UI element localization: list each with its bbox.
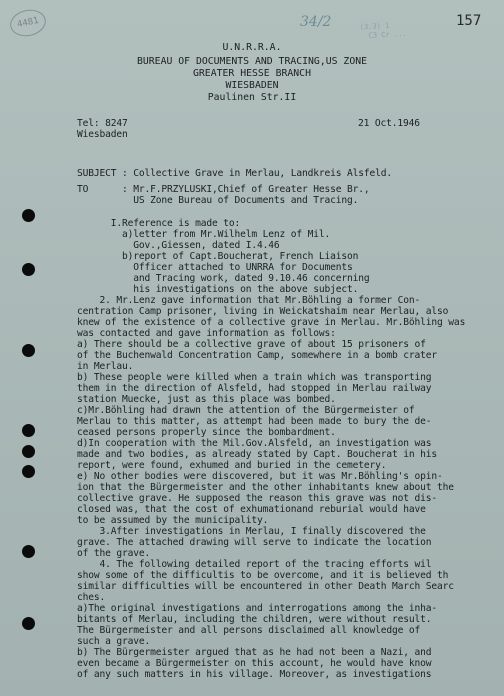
text-line: Merlau to this matter, as attempt had been made to bury the de-	[77, 416, 432, 427]
text-line: 2. Mr.Lenz gave information that Mr.Böhling a former Con-	[77, 295, 421, 306]
text-line: was contacted and gave information as follows:	[77, 328, 336, 339]
letterhead-bureau: BUREAU OF DOCUMENTS AND TRACING,US ZONE	[136, 56, 368, 67]
pencil-reference: 34/2	[300, 14, 332, 30]
punch-hole	[22, 209, 35, 222]
text-line: a)The original investigations and interrogations among the inha-	[77, 603, 438, 614]
letterhead-city: WIESBADEN	[225, 80, 279, 91]
text-line: d)In cooperation with the Mil.Gov.Alsfeld, an investigation was	[77, 438, 432, 449]
text-line: station Muecke, just as this place was bombed.	[77, 394, 336, 405]
punch-hole	[22, 445, 35, 458]
text-line: ches.	[77, 592, 106, 603]
text-line: bitants of Merlau, including the children, were without result.	[77, 614, 432, 625]
text-line: of the grave.	[77, 548, 151, 559]
telephone-city: Wiesbaden	[77, 129, 128, 140]
text-line: 3.After investigations in Merlau, I finally discovered the	[77, 526, 426, 537]
text-line: show some of the difficultis to be overcome, and it is believed th	[77, 570, 449, 581]
telephone: Tel: 8247	[77, 118, 128, 129]
text-line: knew of the existence of a collective grave in Merlau. Mr.Böhling was	[77, 317, 466, 328]
text-line: b)report of Capt.Boucherat, French Liaison	[77, 251, 359, 262]
text-line: of any such matters in his village. Moreover, as investigations	[77, 669, 432, 680]
text-line: them in the direction of Alsfeld, had stopped in Merlau railway	[77, 383, 432, 394]
text-line: c)Mr.Böhling had drawn the attention of the Bürgermeister of	[77, 405, 415, 416]
text-line: a) There should be a collective grave of about 15 prisoners of	[77, 339, 426, 350]
text-line: ceased persons properly since the bombardment.	[77, 427, 336, 438]
text-line: centration Camp prisoner, living in Weickatshaim near Merlau, also	[77, 306, 449, 317]
punch-hole	[22, 545, 35, 558]
letter-date: 21 Oct.1946	[358, 118, 420, 129]
text-line: 4. The following detailed report of the tracing efforts wil	[77, 559, 432, 570]
text-line: a)letter from Mr.Wilhelm Lenz of Mil.	[77, 229, 331, 240]
text-line: US Zone Bureau of Documents and Tracing.	[77, 195, 359, 206]
punch-hole	[22, 344, 35, 357]
text-line: grave. The attached drawing will serve to indicate the location	[77, 537, 432, 548]
text-line: of the Buchenwald Concentration Camp, somewhere in a bomb crater	[77, 350, 438, 361]
punch-hole	[22, 263, 35, 276]
punch-hole	[22, 465, 35, 478]
text-line: I.Reference is made to:	[77, 218, 241, 229]
text-line: TO : Mr.F.PRZYLUSKI,Chief of Greater Hesse Br.,	[77, 184, 370, 195]
text-line: his investigations on the above subject.	[77, 284, 359, 295]
subject-line: SUBJECT : Collective Grave in Merlau, Landkreis Alsfeld.	[77, 168, 393, 179]
text-line: Gov.,Giessen, dated I.4.46	[77, 240, 280, 251]
pencil-note: (3.3) 1 C3 Cr ...	[359, 21, 407, 41]
text-line: similar difficulties will be encountered in other Death March Searc	[77, 581, 454, 592]
text-line: The Bürgermeister and all persons disclaimed all knowledge of	[77, 625, 421, 636]
text-line: Officer attached to UNRRA for Documents	[77, 262, 353, 273]
text-line: such a grave.	[77, 636, 151, 647]
circular-stamp: 4481	[8, 7, 49, 40]
text-line: collective grave. He supposed the reason this grave was not dis-	[77, 493, 438, 504]
text-line: even became a Bürgermeister on this account, he would have know	[77, 658, 432, 669]
text-line: in Merlau.	[77, 361, 134, 372]
letterhead-org: U.N.R.R.A.	[222, 42, 282, 53]
text-line: made and two bodies, as already stated by Capt. Boucherat in his	[77, 449, 438, 460]
text-line: closed was, that the cost of exhumationand reburial would have	[77, 504, 426, 515]
text-line: to be assumed by the municipality.	[77, 515, 269, 526]
text-line: b) The Bürgermeister argued that as he had not been a Nazi, and	[77, 647, 432, 658]
letterhead-branch: GREATER HESSE BRANCH	[193, 68, 311, 79]
text-line: e) No other bodies were discovered, but it was Mr.Böhling's opin-	[77, 471, 443, 482]
text-line: ion that the Bürgermeister and the other inhabitants knew about the	[77, 482, 454, 493]
text-line: report, were found, exhumed and buried in the cemetery.	[77, 460, 387, 471]
letterhead-street: Paulinen Str.II	[207, 92, 297, 103]
text-line: b) These people were killed when a train which was transporting	[77, 372, 432, 383]
punch-hole	[22, 617, 35, 630]
text-line: and Tracing work, dated 9.10.46 concerning	[77, 273, 370, 284]
page-number: 157	[456, 13, 482, 29]
punch-hole	[22, 424, 35, 437]
